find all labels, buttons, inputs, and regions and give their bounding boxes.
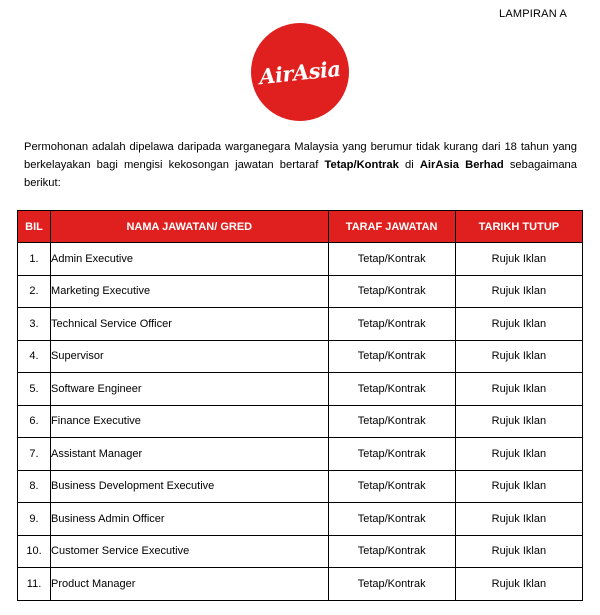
intro-text-1: Permohonan adalah dipelawa daripada warganegara Malaysia yang berumur tidak kurang dari 18 tahun yang berkelayakan bagi mengisi kekosongan jawatan bertaraf [24,141,577,171]
table-row [18,308,583,341]
closing-date: Rujuk Iklan [455,438,582,471]
intro-text-3: sebagaimana berikut: [24,159,577,189]
closing-date: Rujuk Iklan [455,340,582,373]
airasia-logo [251,23,349,121]
job-title: Product Manager [51,568,328,601]
job-title: Business Development Executive [51,470,328,503]
employment-status: Tetap/Kontrak [328,405,455,438]
closing-date: Rujuk Iklan [455,535,582,568]
table-row [18,243,583,276]
employment-status: Tetap/Kontrak [328,243,455,276]
table-row [18,405,583,438]
closing-date: Rujuk Iklan [455,275,582,308]
row-number: 4. [18,340,51,373]
closing-date: Rujuk Iklan [455,373,582,406]
closing-date: Rujuk Iklan [455,308,582,341]
table-row [18,438,583,471]
employment-status: Tetap/Kontrak [328,373,455,406]
table-row [18,340,583,373]
row-number: 11. [18,568,51,601]
closing-date: Rujuk Iklan [455,470,582,503]
employment-status: Tetap/Kontrak [328,308,455,341]
row-number: 5. [18,373,51,406]
table-row [18,275,583,308]
table-header-row [18,211,583,243]
closing-date: Rujuk Iklan [455,243,582,276]
closing-date: Rujuk Iklan [455,568,582,601]
employment-status: Tetap/Kontrak [328,470,455,503]
employment-status: Tetap/Kontrak [328,438,455,471]
row-number: 10. [18,535,51,568]
header-bil: BIL [18,211,51,243]
row-number: 1. [18,243,51,276]
header-taraf-jawatan: TARAF JAWATAN [328,211,455,243]
intro-bold-status: Tetap/Kontrak [324,159,399,171]
job-title: Finance Executive [51,405,328,438]
job-title: Supervisor [51,340,328,373]
job-vacancy-table [17,210,583,601]
job-title: Business Admin Officer [51,503,328,536]
job-title: Marketing Executive [51,275,328,308]
logo-wordmark: AirAsia [258,55,342,89]
employment-status: Tetap/Kontrak [328,275,455,308]
row-number: 7. [18,438,51,471]
row-number: 6. [18,405,51,438]
employment-status: Tetap/Kontrak [328,503,455,536]
table-body [18,243,583,601]
row-number: 9. [18,503,51,536]
closing-date: Rujuk Iklan [455,503,582,536]
employment-status: Tetap/Kontrak [328,568,455,601]
closing-date: Rujuk Iklan [455,405,582,438]
table-row [18,503,583,536]
job-title: Assistant Manager [51,438,328,471]
header-nama-jawatan: NAMA JAWATAN/ GRED [51,211,328,243]
employment-status: Tetap/Kontrak [328,535,455,568]
intro-paragraph [24,138,577,192]
table-row [18,373,583,406]
job-title: Technical Service Officer [51,308,328,341]
table-row [18,470,583,503]
row-number: 8. [18,470,51,503]
row-number: 2. [18,275,51,308]
row-number: 3. [18,308,51,341]
table-row [18,535,583,568]
lampiran-label: LAMPIRAN A [499,8,568,20]
header-tarikh-tutup: TARIKH TUTUP [455,211,582,243]
table-row [18,568,583,601]
job-title: Customer Service Executive [51,535,328,568]
job-title: Software Engineer [51,373,328,406]
employment-status: Tetap/Kontrak [328,340,455,373]
job-title: Admin Executive [51,243,328,276]
intro-text-2: di [398,159,420,171]
intro-bold-company: AirAsia Berhad [419,159,504,171]
